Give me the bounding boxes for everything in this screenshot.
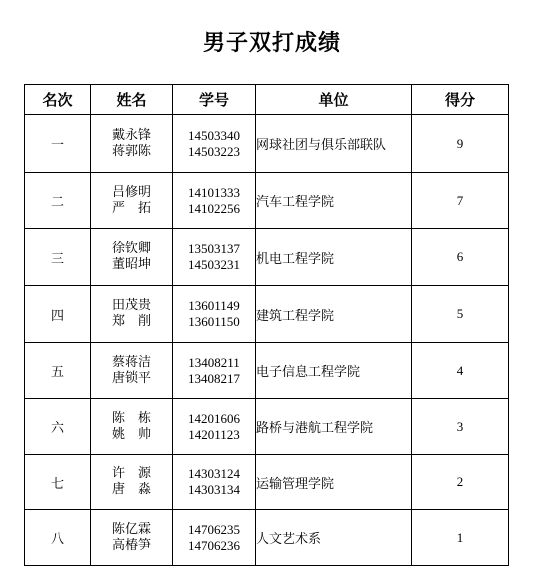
score-cell: 9	[412, 115, 509, 173]
player-name: 许 源	[111, 466, 151, 481]
player-name: 唐 淼	[111, 482, 151, 497]
student-ids-cell	[173, 455, 256, 510]
student-ids-cell	[173, 173, 256, 229]
rank-cell: 一	[25, 115, 91, 173]
student-ids-cell	[173, 229, 256, 286]
table-row	[25, 115, 509, 173]
player-name: 姚 帅	[111, 426, 151, 442]
unit-cell: 建筑工程学院	[256, 286, 412, 343]
rank-cell: 三	[25, 229, 91, 286]
table-row	[25, 343, 509, 399]
rank-cell: 七	[25, 455, 91, 510]
player-name: 田茂贵	[111, 298, 151, 313]
player-names-cell	[91, 510, 173, 566]
player-name: 高椿笋	[111, 537, 151, 553]
player-names-cell	[91, 229, 173, 286]
score-cell: 2	[412, 455, 509, 510]
unit-cell: 人文艺术系	[256, 510, 412, 566]
student-ids-cell	[173, 399, 256, 455]
student-id: 14706236	[188, 537, 240, 553]
score-cell: 3	[412, 399, 509, 455]
header-id: 学号	[173, 85, 256, 115]
student-ids-cell	[173, 115, 256, 173]
table-header-row	[25, 85, 509, 115]
player-name: 戴永锋	[111, 127, 151, 143]
rank-cell: 五	[25, 343, 91, 399]
player-name: 陈亿霖	[111, 521, 151, 537]
table-row	[25, 510, 509, 566]
rank-cell: 四	[25, 286, 91, 343]
results-table	[24, 84, 509, 566]
player-name: 唐锁平	[111, 370, 151, 386]
student-ids-cell	[173, 286, 256, 343]
student-ids-cell	[173, 510, 256, 566]
player-name: 陈 栋	[111, 410, 151, 426]
page-title: 男子双打成绩	[202, 31, 341, 56]
student-id: 14201123	[188, 426, 240, 442]
player-name: 吕修明	[111, 184, 151, 200]
player-names-cell	[91, 455, 173, 510]
score-cell: 4	[412, 343, 509, 399]
rank-cell: 二	[25, 173, 91, 229]
player-name: 严 拓	[111, 200, 151, 216]
table-row	[25, 399, 509, 455]
unit-cell: 机电工程学院	[256, 229, 412, 286]
score-cell: 6	[412, 229, 509, 286]
table-row	[25, 229, 509, 286]
student-id: 14303124	[188, 466, 240, 481]
rank-cell: 八	[25, 510, 91, 566]
unit-cell: 运输管理学院	[256, 455, 412, 510]
student-id: 14706235	[188, 521, 240, 537]
header-rank: 名次	[25, 85, 91, 115]
score-cell: 1	[412, 510, 509, 566]
student-ids-cell	[173, 343, 256, 399]
player-name: 蒋郭陈	[111, 143, 151, 159]
table-row	[25, 286, 509, 343]
student-id: 14503223	[188, 143, 240, 159]
student-id: 13601149	[188, 298, 240, 313]
player-name: 董昭坤	[111, 257, 151, 272]
student-id: 13408217	[188, 370, 240, 386]
student-id: 14201606	[188, 410, 240, 426]
player-names-cell	[91, 115, 173, 173]
player-names-cell	[91, 343, 173, 399]
student-id: 13503137	[188, 241, 240, 256]
student-id: 13408211	[188, 354, 240, 370]
score-cell: 5	[412, 286, 509, 343]
header-score: 得分	[412, 85, 509, 115]
unit-cell: 路桥与港航工程学院	[256, 399, 412, 455]
unit-cell: 电子信息工程学院	[256, 343, 412, 399]
player-names-cell	[91, 173, 173, 229]
student-id: 14102256	[188, 200, 240, 216]
player-name: 蔡蒋洁	[111, 354, 151, 370]
header-unit: 单位	[256, 85, 412, 115]
table-row	[25, 173, 509, 229]
score-cell: 7	[412, 173, 509, 229]
unit-cell: 网球社团与俱乐部联队	[256, 115, 412, 173]
rank-cell: 六	[25, 399, 91, 455]
table-row	[25, 455, 509, 510]
student-id: 14303134	[188, 482, 240, 497]
player-names-cell	[91, 399, 173, 455]
student-id: 14503340	[188, 127, 240, 143]
student-id: 13601150	[188, 314, 240, 329]
unit-cell: 汽车工程学院	[256, 173, 412, 229]
header-name: 姓名	[91, 85, 173, 115]
player-name: 郑 削	[111, 314, 151, 329]
player-name: 徐钦卿	[111, 241, 151, 256]
student-id: 14503231	[188, 257, 240, 272]
player-names-cell	[91, 286, 173, 343]
student-id: 14101333	[188, 184, 240, 200]
